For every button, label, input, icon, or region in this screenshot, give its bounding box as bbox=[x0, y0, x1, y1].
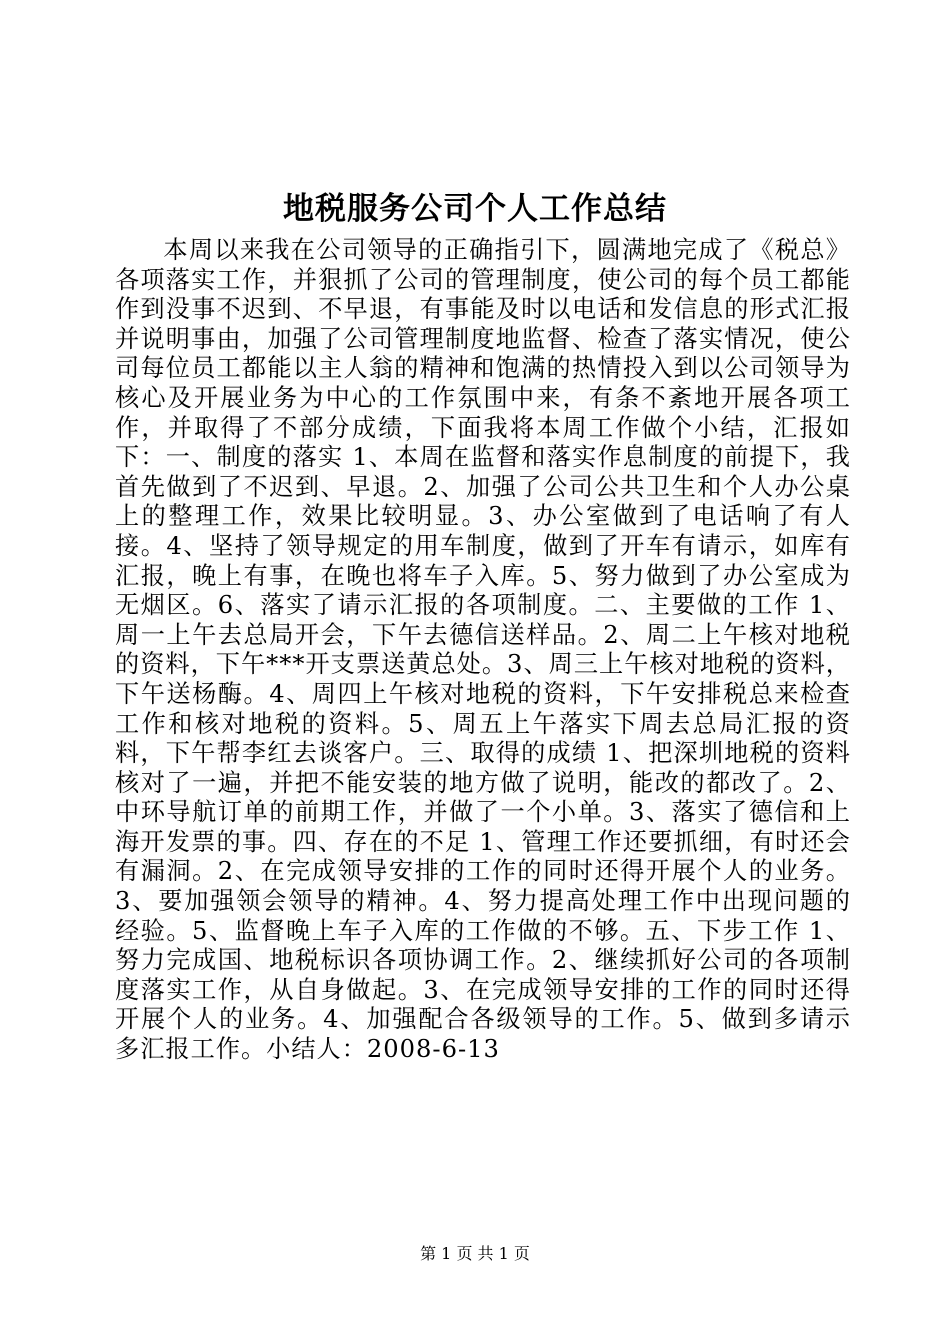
document-title: 地税服务公司个人工作总结 bbox=[283, 191, 667, 227]
document-body: 本周以来我在公司领导的正确指引下，圆满地完成了《税总》各项落实工作，并狠抓了公司的管理制度，使公司的每个员工都能作到没事不迟到、不早退，有事能及时以电话和发信息的形式汇报并说明事由，加强了公司管理制度地监督、检查了落实情况，使公司每位员工都能以主人翁的精神和饱满的热情投入到以公司领导为核心及开展业务为中心的工作氛围中来，有条不紊地开展各项工作，并取得了不部分成绩，下面我将本周工作做个小结，汇报如下：一、制度的落实 1、本周在监督和落实作息制度的前提下，我首先做到了不迟到、早退。2、加强了公司公共卫生和个人办公桌上的整理工作，效果比较明显。3、办公室做到了电话响了有人接。4、坚持了领导规定的用车制度，做到了开车有请示，如库有汇报，晚上有事，在晚也将车子入库。5、努力做到了办公室成为无烟区。6、落实了请示汇报的各项制度。二、主要做的工作 1、周一上午去总局开会，下午去德信送样品。2、周二上午核对地税的资料，下午***开支票送黄总处。3、周三上午核对地税的资料，下午送杨酶。4、周四上午核对地税的资料，下午安排税总来检查工作和核对地税的资料。5、周五上午落实下周去总局汇报的资料，下午帮李红去谈客户。三、取得的成绩 1、把深圳地税的资料核对了一遍，并把不能安装的地方做了说明，能改的都改了。2、中环导航订单的前期工作，并做了一个小单。3、落实了德信和上海开发票的事。四、存在的不足 1、管理工作还要抓细，有时还会有漏洞。2、在完成领导安排的工作的同时还得开展个人的业务。3、要加强领会领导的精神。4、努力提高处理工作中出现问题的经验。5、监督晚上车子入库的工作做的不够。五、下步工作 1、努力完成国、地税标识各项协调工作。2、继续抓好公司的各项制度落实工作，从自身做起。3、在完成领导安排的工作的同时还得开展个人的业务。4、加强配合各级领导的工作。5、做到多请示多汇报工作。小结人：2008-6-13 bbox=[115, 236, 851, 1064]
page-footer: 第 1 页 共 1 页 bbox=[420, 1244, 530, 1263]
